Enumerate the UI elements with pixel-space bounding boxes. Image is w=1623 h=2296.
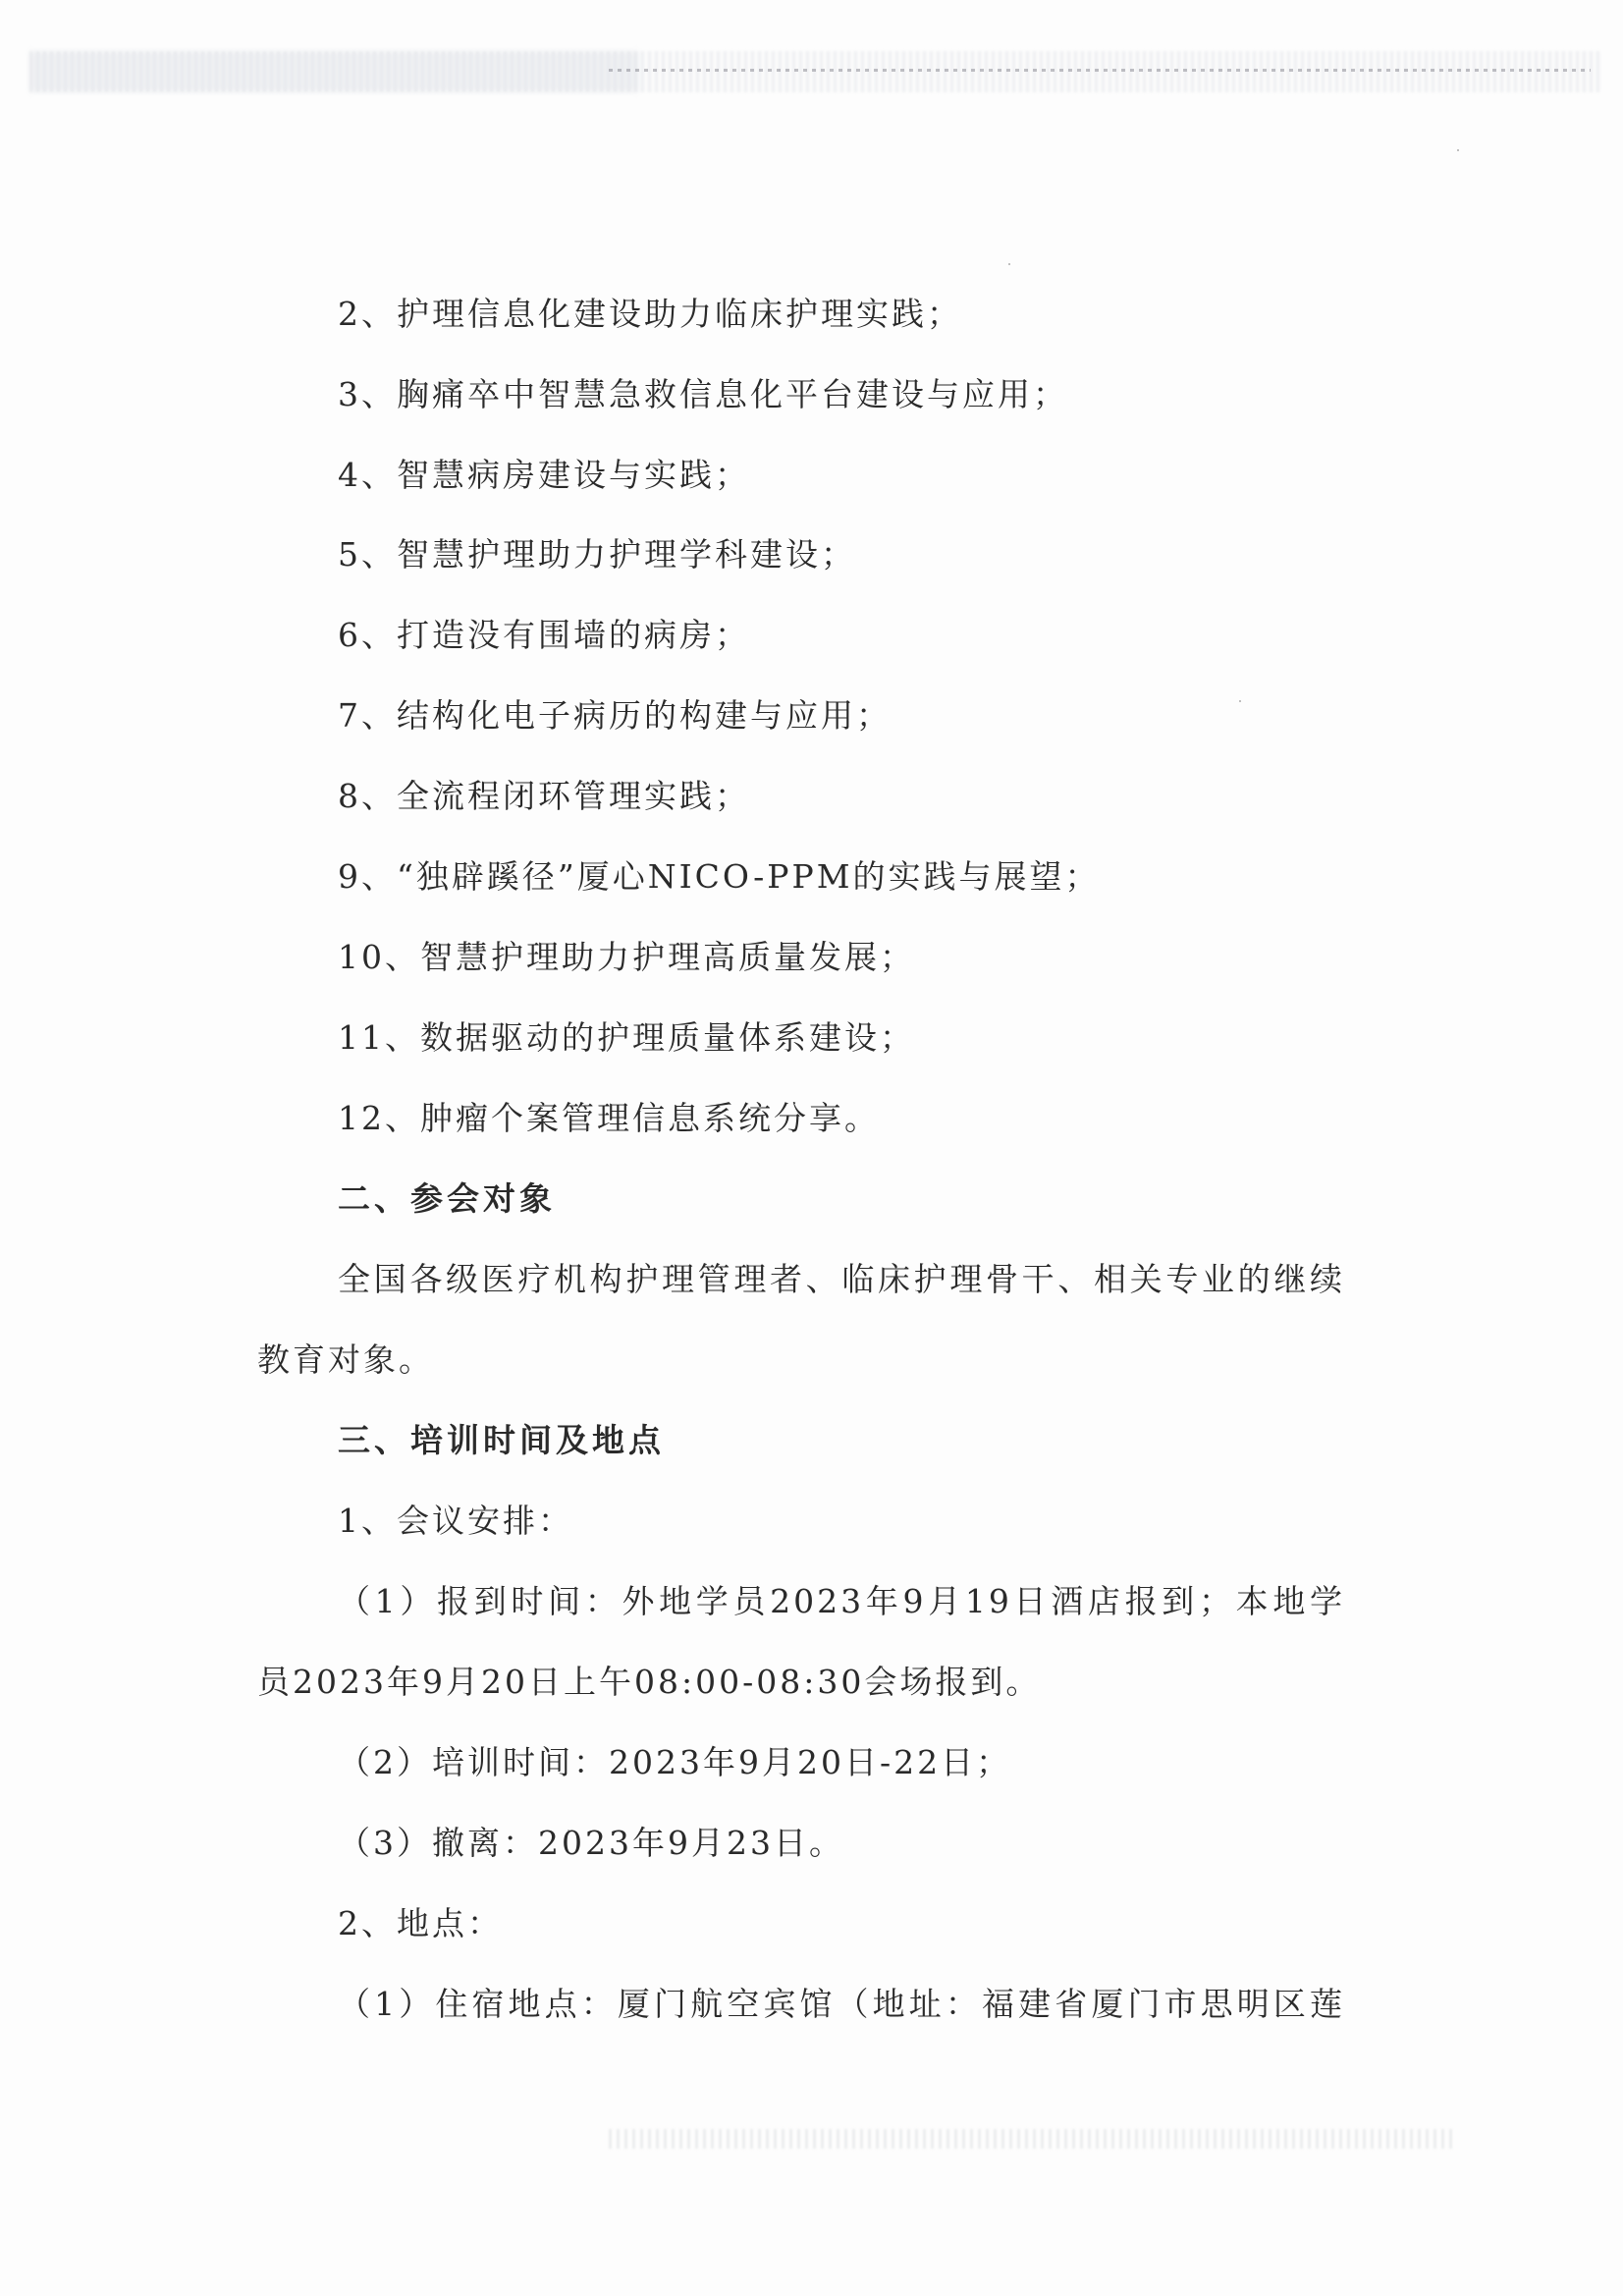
scan-speck [1457,149,1459,151]
subsection-location: 2、地点： [338,1904,503,1942]
section-heading-time-place: 三、培训时间及地点 [338,1421,665,1459]
accommodation-location: （1）住宿地点：厦门航空宾馆（地址：福建省厦门市思明区莲 [338,1985,1345,2023]
topic-item: 4、智慧病房建设与实践； [338,456,750,494]
topic-item: 6、打造没有围墙的病房； [338,616,750,654]
topic-item: 8、全流程闭环管理实践； [338,777,750,815]
attendees-paragraph-line1: 全国各级医疗机构护理管理者、临床护理骨干、相关专业的继续 [338,1260,1345,1298]
section-heading-attendees: 二、参会对象 [338,1179,556,1218]
departure-time: （3）撤离：2023年9月23日。 [338,1824,844,1862]
scan-artifact-line [609,69,1591,72]
topic-item: 11、数据驱动的护理质量体系建设； [338,1018,915,1057]
scan-artifact-top [29,51,1600,92]
subsection-meeting-arrangement: 1、会议安排： [338,1502,573,1540]
topic-item: 7、结构化电子病历的构建与应用； [338,696,892,735]
topic-item: 5、智慧护理助力护理学科建设； [338,535,856,574]
topic-item: 12、肿瘤个案管理信息系统分享。 [338,1099,880,1137]
attendees-paragraph-line2: 教育对象。 [257,1340,434,1379]
checkin-time-line1: （1）报到时间：外地学员2023年9月19日酒店报到；本地学 [338,1582,1345,1620]
checkin-time-line2: 员2023年9月20日上午08:00-08:30会场报到。 [257,1663,1042,1701]
training-time: （2）培训时间：2023年9月20日-22日； [338,1743,1012,1781]
topic-item: 10、智慧护理助力护理高质量发展； [338,938,915,976]
topic-item: 3、胸痛卒中智慧急救信息化平台建设与应用； [338,375,1068,413]
scan-speck [1239,700,1241,702]
topic-item: 9、“独辟蹊径”厦心NICO-PPM的实践与展望； [338,857,1101,896]
topic-item: 2、护理信息化建设助力临床护理实践； [338,295,962,333]
scan-speck [1008,263,1010,265]
scan-artifact-bottom [609,2129,1453,2149]
